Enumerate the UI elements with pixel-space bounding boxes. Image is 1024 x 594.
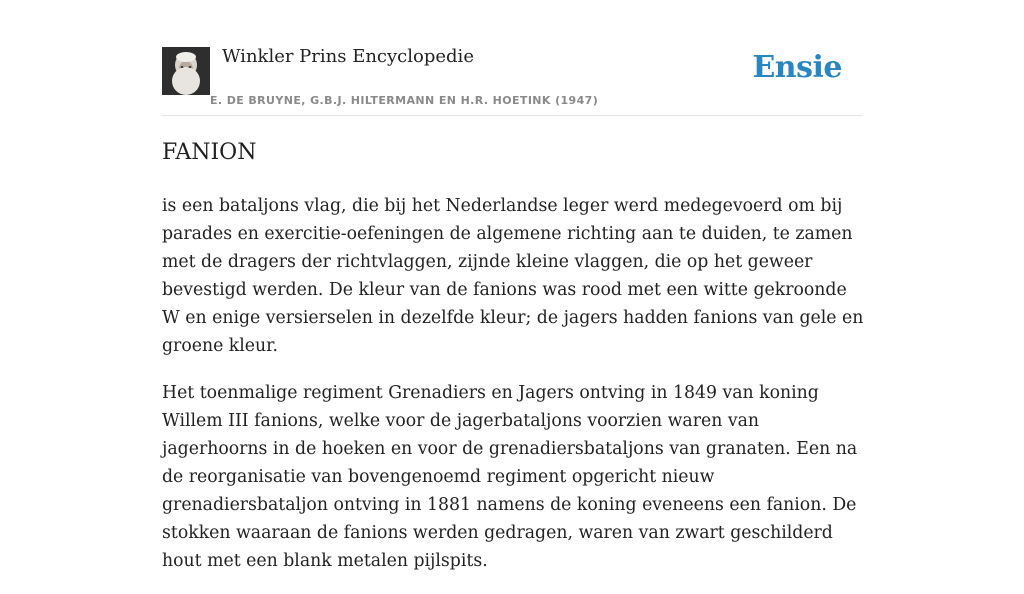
entry-body xyxy=(162,192,867,594)
authors-line: E. DE BRUYNE, G.B.J. HILTERMANN EN H.R. HOETINK (1947) xyxy=(210,94,599,107)
ensie-logo[interactable]: Ensie xyxy=(752,50,842,85)
entry-paragraph: Het toenmalige regiment Grenadiers en Jagers ontving in 1849 van koning Willem III fanions, welke voor de jagerbataljons voorzien waren van jagerhoorns in de hoeken en voor de grenadiersbataljons van granaten. Een na de reorganisatie van bovengenoemd regiment opgericht nieuw grenadiersbataljon ontving in 1881 namens de koning eveneens een fanion. De stokken waaraan de fanions werden gedragen, waren van zwart geschilderd hout met een blank metalen pijlspits. xyxy=(162,383,858,571)
header xyxy=(162,44,862,116)
bearded-man-portrait-icon xyxy=(162,47,210,95)
publication-title[interactable]: Winkler Prins Encyclopedie xyxy=(222,46,474,67)
entry-paragraph: is een bataljons vlag, die bij het Nederlandse leger werd medegevoerd om bij parades en exercitie-oefeningen de algemene richting aan te duiden, te zamen met de dragers der richtvlaggen, zijnde kleine vlaggen, die op het geweer bevestigd werden. De kleur van de fanions was rood met een witte gekroonde W en enige versierselen in dezelfde kleur; de jagers hadden fanions van gele en groene kleur. xyxy=(162,196,864,356)
entry-title: FANION xyxy=(162,140,257,165)
author-avatar[interactable] xyxy=(162,47,210,95)
